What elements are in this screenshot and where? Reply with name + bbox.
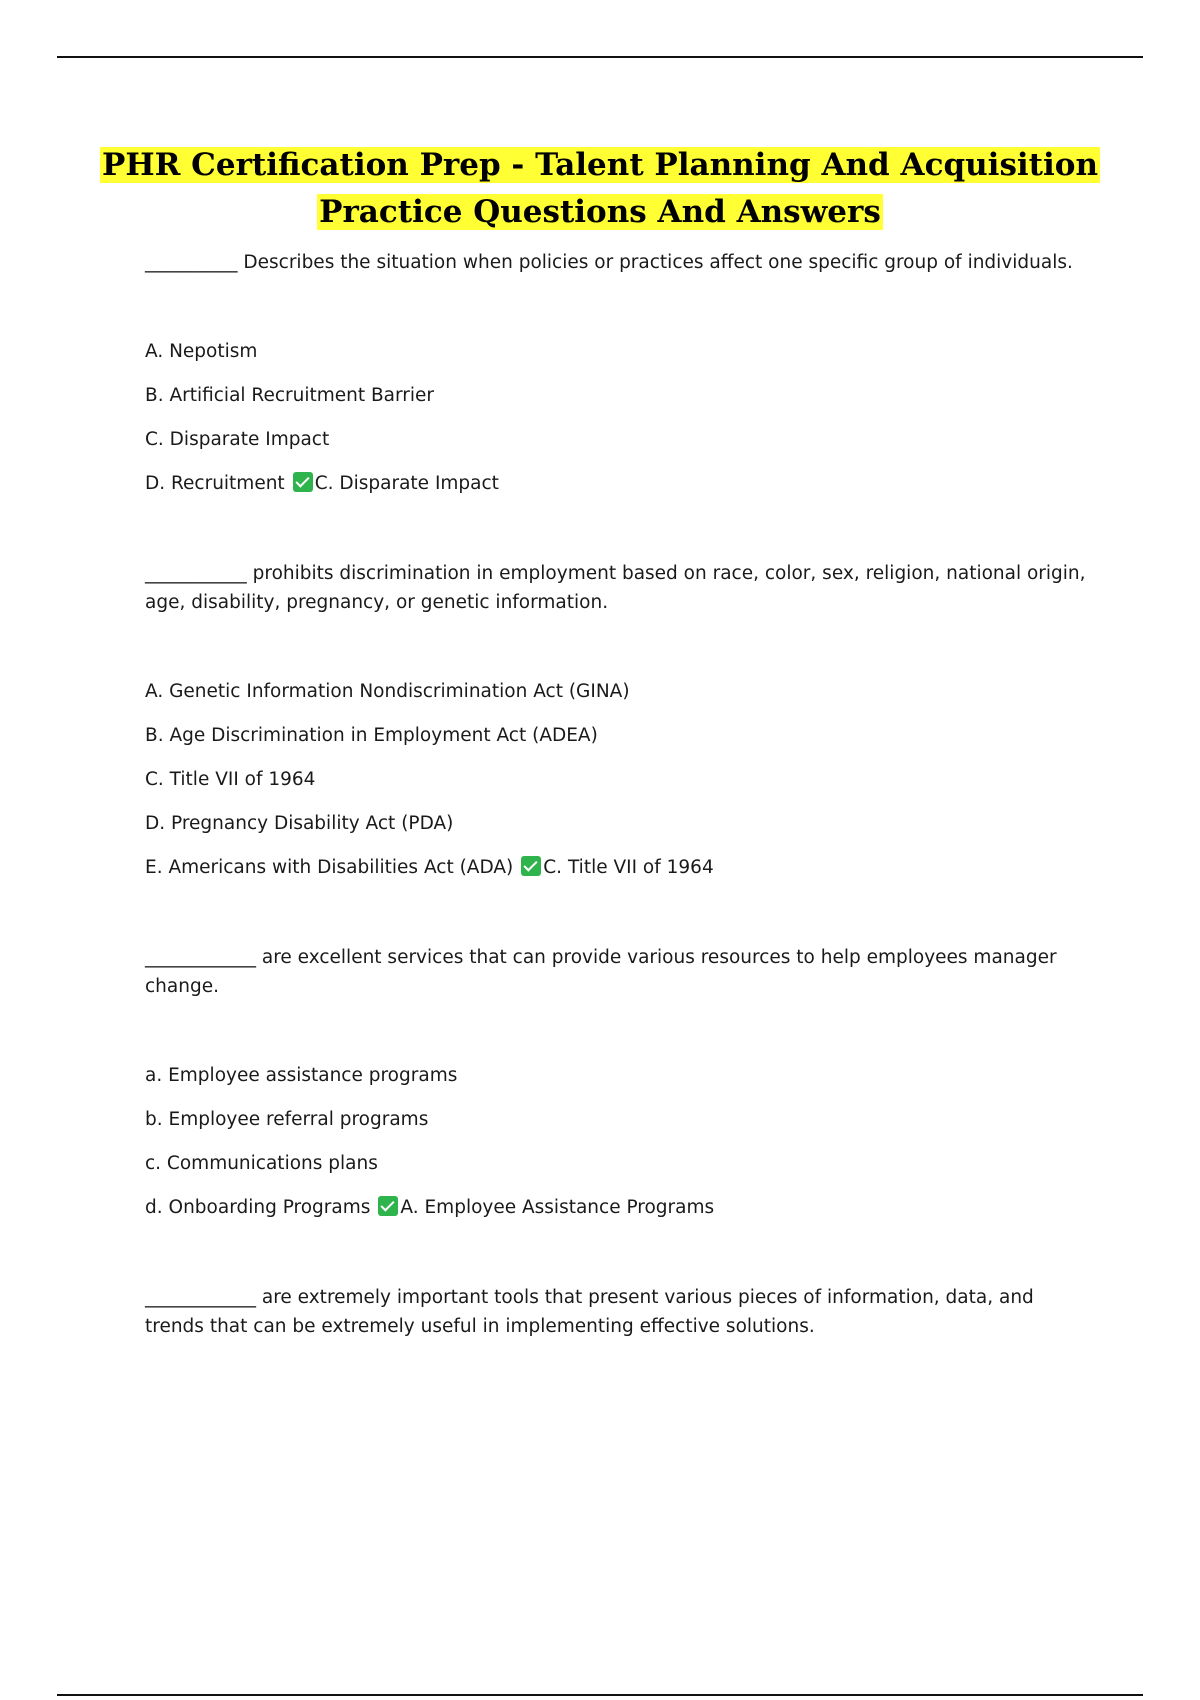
top-rule <box>57 56 1143 58</box>
option-a: a. Employee assistance programs <box>145 1065 458 1086</box>
option-c: C. Disparate Impact <box>145 429 330 450</box>
check-icon <box>378 1196 398 1216</box>
option-d <box>145 1193 1095 1222</box>
question-1 <box>145 248 1095 498</box>
option-d: D. Pregnancy Disability Act (PDA) <box>145 813 454 834</box>
question-3 <box>145 943 1095 1222</box>
option-b: B. Artificial Recruitment Barrier <box>145 385 435 406</box>
correct-answer: A. Employee Assistance Programs <box>400 1197 715 1218</box>
title-line-1: PHR Certification Prep - Talent Planning And Acquisition <box>102 147 1098 183</box>
question-prompt: ____________ are excellent services that can provide various resources to help employees manager change. <box>145 947 1057 997</box>
option-d-label: D. Recruitment <box>145 473 285 494</box>
questions-list <box>145 248 1095 1402</box>
option-a: A. Genetic Information Nondiscrimination Act (GINA) <box>145 681 630 702</box>
check-icon <box>521 856 541 876</box>
option-e-label: E. Americans with Disabilities Act (ADA) <box>145 857 514 878</box>
option-c: C. Title VII of 1964 <box>145 769 316 790</box>
option-d <box>145 469 1095 498</box>
title-line-2: Practice Questions And Answers <box>319 194 881 230</box>
option-b: B. Age Discrimination in Employment Act (ADEA) <box>145 725 598 746</box>
question-prompt: ____________ are extremely important tools that present various pieces of information, data, and trends that can be extremely useful in implementing effective solutions. <box>145 1287 1034 1337</box>
document-title <box>0 142 1200 236</box>
bottom-rule <box>57 1694 1143 1696</box>
option-e <box>145 853 1095 882</box>
option-b: b. Employee referral programs <box>145 1109 429 1130</box>
correct-answer: C. Title VII of 1964 <box>543 857 714 878</box>
question-4 <box>145 1283 1095 1341</box>
correct-answer: C. Disparate Impact <box>314 473 499 494</box>
option-a: A. Nepotism <box>145 341 258 362</box>
check-icon <box>293 472 313 492</box>
option-c: c. Communications plans <box>145 1153 378 1174</box>
question-2 <box>145 559 1095 882</box>
question-prompt: ___________ prohibits discrimination in employment based on race, color, sex, religion, national origin, age, disability, pregnancy, or genetic information. <box>145 563 1086 613</box>
option-d-label: d. Onboarding Programs <box>145 1197 371 1218</box>
question-prompt: __________ Describes the situation when policies or practices affect one specific group of individuals. <box>145 252 1073 273</box>
